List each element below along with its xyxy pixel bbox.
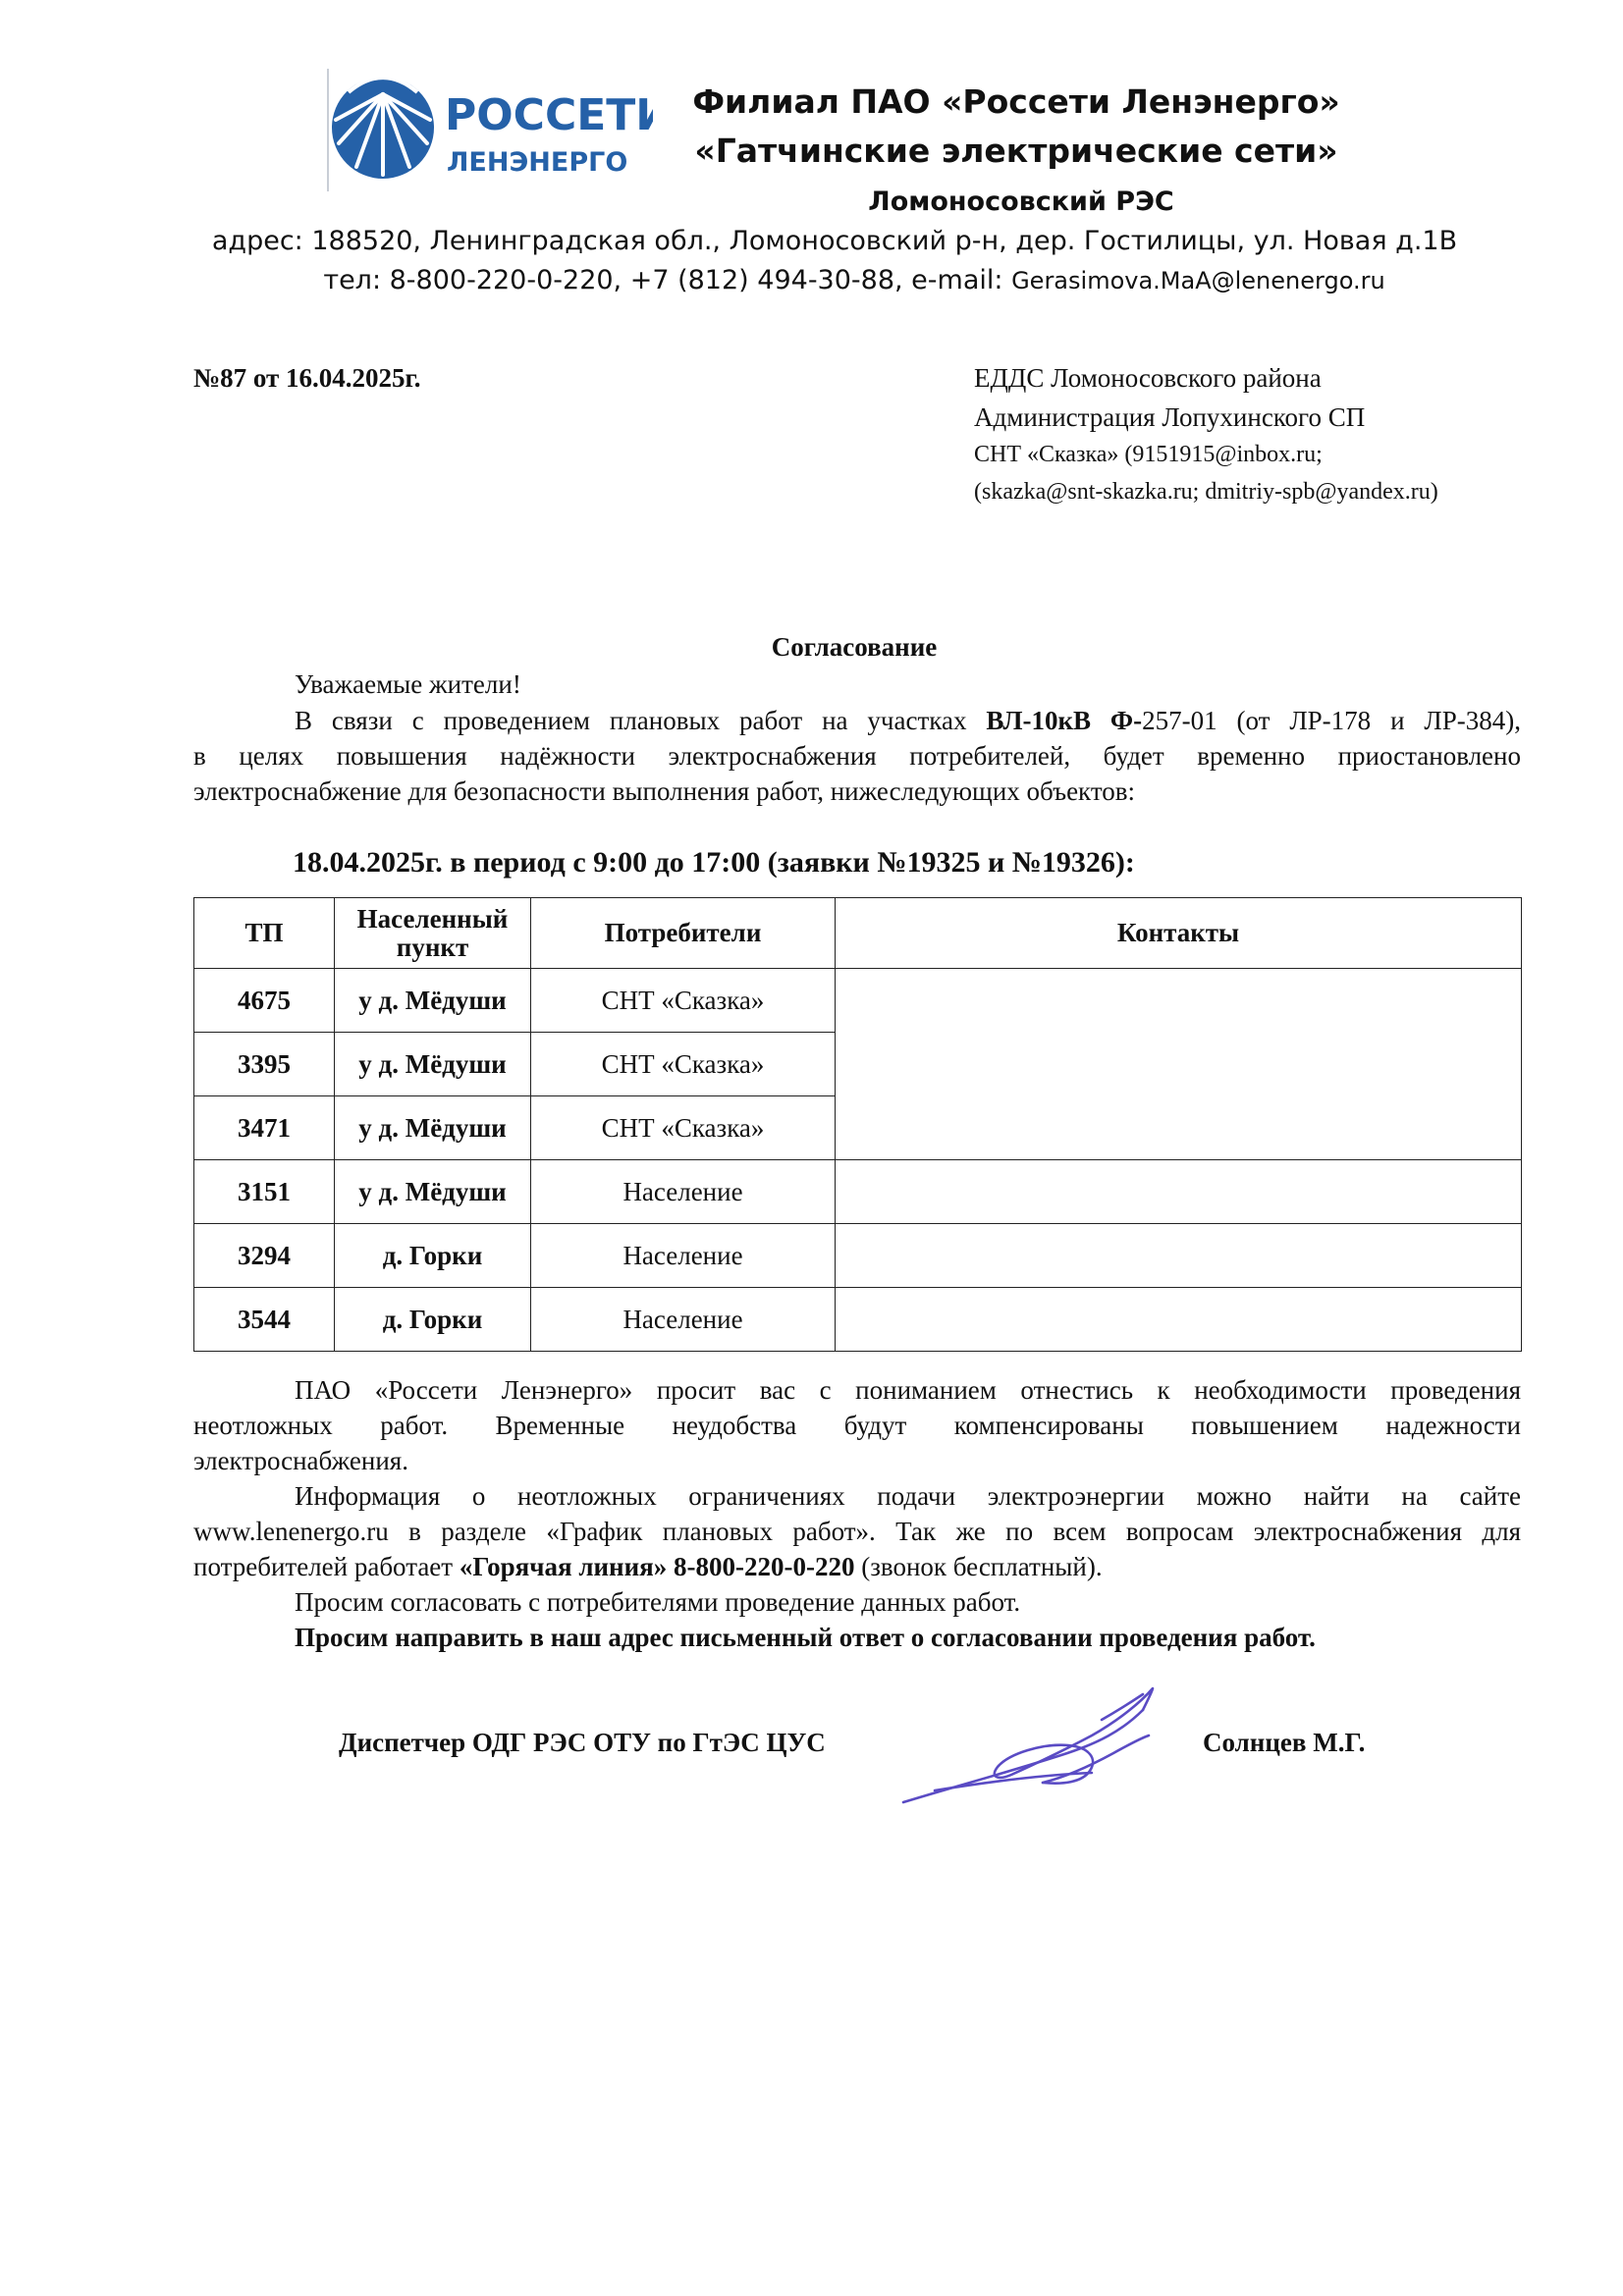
paragraph-line: ПАО «Россети Ленэнерго» просит вас с пониманием отнестись к необходимости проведения — [295, 1375, 1521, 1405]
greeting: Уважаемые жители! — [295, 669, 521, 699]
column-header-contacts: Контакты — [836, 898, 1522, 969]
place-cell: у д. Мёдуши — [335, 1033, 531, 1096]
consumers-cell: СНТ «Сказка» — [531, 969, 836, 1033]
contacts-cell — [836, 1288, 1522, 1352]
place-cell: д. Горки — [335, 1224, 531, 1288]
recipient-line: Администрация Лопухинского СП — [974, 402, 1366, 432]
tp-cell: 3544 — [194, 1288, 335, 1352]
rosseti-logo-emblem-icon — [329, 65, 653, 192]
table-row — [194, 1288, 1522, 1352]
intro-line-1: В связи с проведением плановых работ на участках ВЛ-10кВ Ф-257-01 (от ЛР-178 и ЛР-384), — [295, 706, 1521, 735]
line-name: ВЛ-10кВ Ф- — [986, 706, 1143, 735]
signature-icon — [895, 1681, 1170, 1808]
paragraph-line: Информация о неотложных ограничениях подачи электроэнергии можно найти на сайте — [295, 1481, 1521, 1511]
recipient-line: ЕДДС Ломоносовского района — [974, 363, 1322, 393]
tp-cell: 3395 — [194, 1033, 335, 1096]
recipient-line: (skazka@snt-skazka.ru; dmitriy-spb@yandex.ru) — [974, 479, 1438, 505]
tp-cell: 3151 — [194, 1160, 335, 1224]
paragraph-line: неотложных работ. Временные неудобства будут компенсированы повышением надежности — [193, 1411, 1521, 1440]
branch-subtitle: «Гатчинские электрические сети» — [694, 132, 1338, 170]
handwritten-signature — [895, 1681, 1170, 1808]
branch-title: Филиал ПАО «Россети Ленэнерго» — [692, 82, 1340, 121]
information-paragraph — [193, 1478, 1521, 1584]
intro-line-2: в целях повышения надёжности электроснабжения потребителей, будет временно приостановлено — [193, 741, 1521, 771]
table-row — [194, 1160, 1522, 1224]
place-cell: д. Горки — [335, 1288, 531, 1352]
place-cell: у д. Мёдуши — [335, 1160, 531, 1224]
contacts-cell — [836, 1224, 1522, 1288]
outage-schedule-heading: 18.04.2025г. в период с 9:00 до 17:00 (заявки №19325 и №19326): — [293, 846, 1135, 879]
hotline-number: «Горячая линия» 8-800-220-0-220 — [459, 1552, 855, 1581]
intro-line-3: электроснабжение для безопасности выполнения работ, нижеследующих объектов: — [193, 776, 1136, 806]
column-header-tp: ТП — [194, 898, 335, 969]
branch-contacts — [177, 265, 1532, 295]
tp-cell: 4675 — [194, 969, 335, 1033]
signatory-name: Солнцев М.Г. — [1203, 1728, 1366, 1757]
place-cell: у д. Мёдуши — [335, 1096, 531, 1160]
signatory-position: Диспетчер ОДГ РЭС ОТУ по ГтЭС ЦУС — [339, 1728, 826, 1757]
contacts-cell — [836, 1160, 1522, 1224]
hotline-line: потребителей работает «Горячая линия» 8-800-220-0-220 (звонок бесплатный). — [193, 1552, 1103, 1581]
intro-paragraph — [193, 703, 1521, 809]
contacts-phones: тел: 8-800-220-0-220, +7 (812) 494-30-88, e-mail: — [323, 265, 1012, 295]
table-row — [194, 1224, 1522, 1288]
understanding-paragraph — [193, 1372, 1521, 1478]
table-row — [194, 969, 1522, 1033]
consumers-cell: Население — [531, 1288, 836, 1352]
rosseti-logo — [329, 65, 653, 192]
consumers-cell: Население — [531, 1224, 836, 1288]
tp-cell: 3294 — [194, 1224, 335, 1288]
place-cell: у д. Мёдуши — [335, 969, 531, 1033]
consumers-cell: СНТ «Сказка» — [531, 1033, 836, 1096]
written-reply-request: Просим направить в наш адрес письменный ответ о согласовании проведения работ. — [295, 1623, 1316, 1652]
contacts-email: Gerasimova.MaA@lenenergo.ru — [1011, 267, 1385, 294]
consumers-cell: СНТ «Сказка» — [531, 1096, 836, 1160]
logo-subname: ЛЕНЭНЕРГО — [447, 147, 628, 178]
document-reference: №87 от 16.04.2025г. — [193, 363, 421, 393]
approval-request: Просим согласовать с потребителями проведение данных работ. — [295, 1587, 1021, 1617]
tp-cell: 3471 — [194, 1096, 335, 1160]
paragraph-line: www.lenenergo.ru в разделе «График плановых работ». Так же по всем вопросам электроснабжения для — [193, 1517, 1521, 1546]
consumers-cell: Население — [531, 1160, 836, 1224]
paragraph-line: электроснабжения. — [193, 1446, 408, 1475]
logo-name: РОССЕТИ — [445, 90, 653, 140]
document-title: Согласование — [771, 632, 938, 662]
district-name: Ломоносовский РЭС — [868, 187, 1174, 217]
column-header-consumers: Потребители — [531, 898, 836, 969]
contacts-cell — [836, 969, 1522, 1160]
recipient-line: СНТ «Сказка» (9151915@inbox.ru; — [974, 442, 1323, 467]
branch-address: адрес: 188520, Ленинградская обл., Ломоносовский р-н, дер. Гостилицы, ул. Новая д.1В — [211, 226, 1458, 256]
column-header-place: Населенный пункт — [335, 898, 531, 969]
table-header-row — [194, 898, 1522, 969]
outage-table — [193, 897, 1522, 1352]
